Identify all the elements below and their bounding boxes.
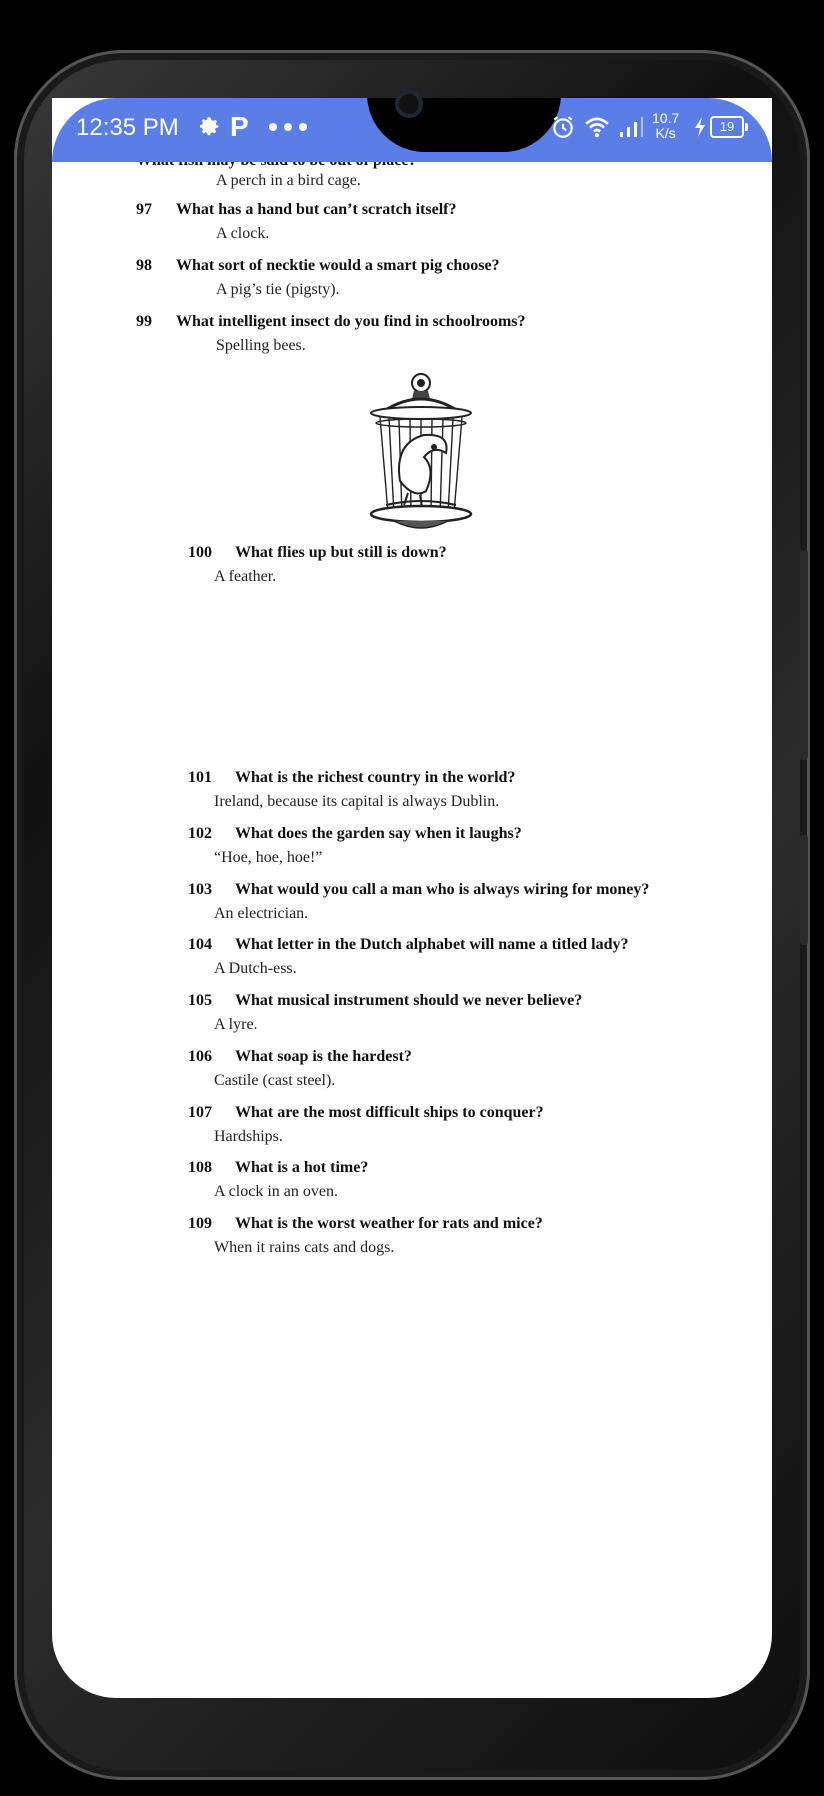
riddle-number: 107 — [188, 1103, 212, 1121]
riddle-question — [188, 1215, 543, 1233]
alarm-icon — [550, 112, 576, 142]
riddle-question — [188, 1104, 544, 1122]
riddle-question-text: What sort of necktie would a smart pig choose? — [176, 257, 500, 274]
signal-icon — [618, 112, 644, 142]
status-time: 12:35 PM — [76, 114, 179, 141]
riddle-number: 108 — [188, 1159, 212, 1177]
riddle-question — [136, 201, 456, 219]
riddle-question-text: What would you call a man who is always wiring for money? — [235, 880, 650, 898]
riddle-number: 105 — [188, 992, 212, 1009]
gear-icon — [196, 112, 222, 142]
riddle-answer: A lyre. — [214, 1016, 258, 1033]
riddle-question-text: What is the worst weather for rats and mice? — [235, 1215, 543, 1232]
riddle-question-text: What intelligent insect do you find in schoolrooms? — [176, 313, 526, 330]
riddle-number: 102 — [188, 824, 212, 842]
riddle-question-text: What is a hot time? — [235, 1159, 369, 1177]
riddle-number: 103 — [188, 880, 212, 898]
riddle-answer: An electrician. — [214, 904, 309, 922]
partial-answer: A perch in a bird cage. — [216, 172, 361, 189]
riddle-question-text: What musical instrument should we never believe? — [235, 992, 583, 1009]
riddle-question-text: What does the garden say when it laughs? — [235, 824, 522, 842]
riddle-question — [188, 936, 628, 954]
riddle-question: 100 What flies up but still is down? — [188, 544, 447, 561]
riddle-number: 99 — [136, 313, 152, 330]
riddle-question-text: What has a hand but can’t scratch itself? — [176, 201, 457, 218]
riddle-answer: Hardships. — [214, 1127, 283, 1145]
riddle-question — [136, 257, 500, 275]
riddle-answer: A Dutch-ess. — [214, 960, 297, 978]
riddle-question — [188, 881, 649, 899]
volume-button — [800, 550, 808, 760]
riddle-question — [188, 1159, 368, 1177]
riddle-number: 97 — [136, 201, 152, 218]
p-app-icon: P — [230, 111, 249, 142]
wifi-icon — [584, 112, 610, 142]
riddle-answer: A pig’s tie (pigsty). — [216, 281, 340, 298]
riddle-question — [188, 825, 522, 843]
riddle-question-text: What is the richest country in the world? — [235, 769, 516, 786]
riddle-question-text: What letter in the Dutch alphabet will name a titled lady? — [235, 936, 629, 954]
screen — [52, 98, 772, 1698]
charging-icon — [693, 112, 707, 142]
front-camera — [395, 90, 423, 118]
power-button — [800, 835, 808, 945]
riddle-number: 98 — [136, 257, 152, 274]
riddle-question — [188, 769, 515, 787]
riddle-number: 101 — [188, 769, 212, 786]
riddle-answer: Spelling bees. — [216, 337, 306, 354]
riddle-number: 104 — [188, 936, 212, 954]
riddle-answer: “Hoe, hoe, hoe!” — [214, 848, 323, 866]
riddle-question — [188, 1048, 412, 1066]
riddle-answer: A feather. — [214, 568, 277, 585]
riddle-number: 106 — [188, 1047, 212, 1065]
riddle-question — [188, 992, 582, 1010]
riddle-question-text: What are the most difficult ships to conquer? — [235, 1103, 544, 1121]
riddle-answer: Castile (cast steel). — [214, 1071, 336, 1089]
document-page[interactable] — [52, 163, 772, 1698]
riddle-number: 109 — [188, 1215, 212, 1232]
more-dots-icon — [268, 112, 308, 142]
riddle-question-text: What soap is the hardest? — [235, 1047, 412, 1065]
riddle-answer: A clock. — [216, 225, 270, 242]
riddle-answer: When it rains cats and dogs. — [214, 1239, 395, 1256]
riddle-question — [136, 313, 526, 331]
birdcage-fish-illustration — [364, 373, 482, 533]
battery-level: 19 — [710, 116, 744, 138]
riddle-answer: A clock in an oven. — [214, 1183, 338, 1201]
riddle-answer: Ireland, because its capital is always Dublin. — [214, 793, 500, 810]
battery-icon — [710, 112, 748, 142]
network-speed: 10.7 K/s — [652, 110, 680, 141]
